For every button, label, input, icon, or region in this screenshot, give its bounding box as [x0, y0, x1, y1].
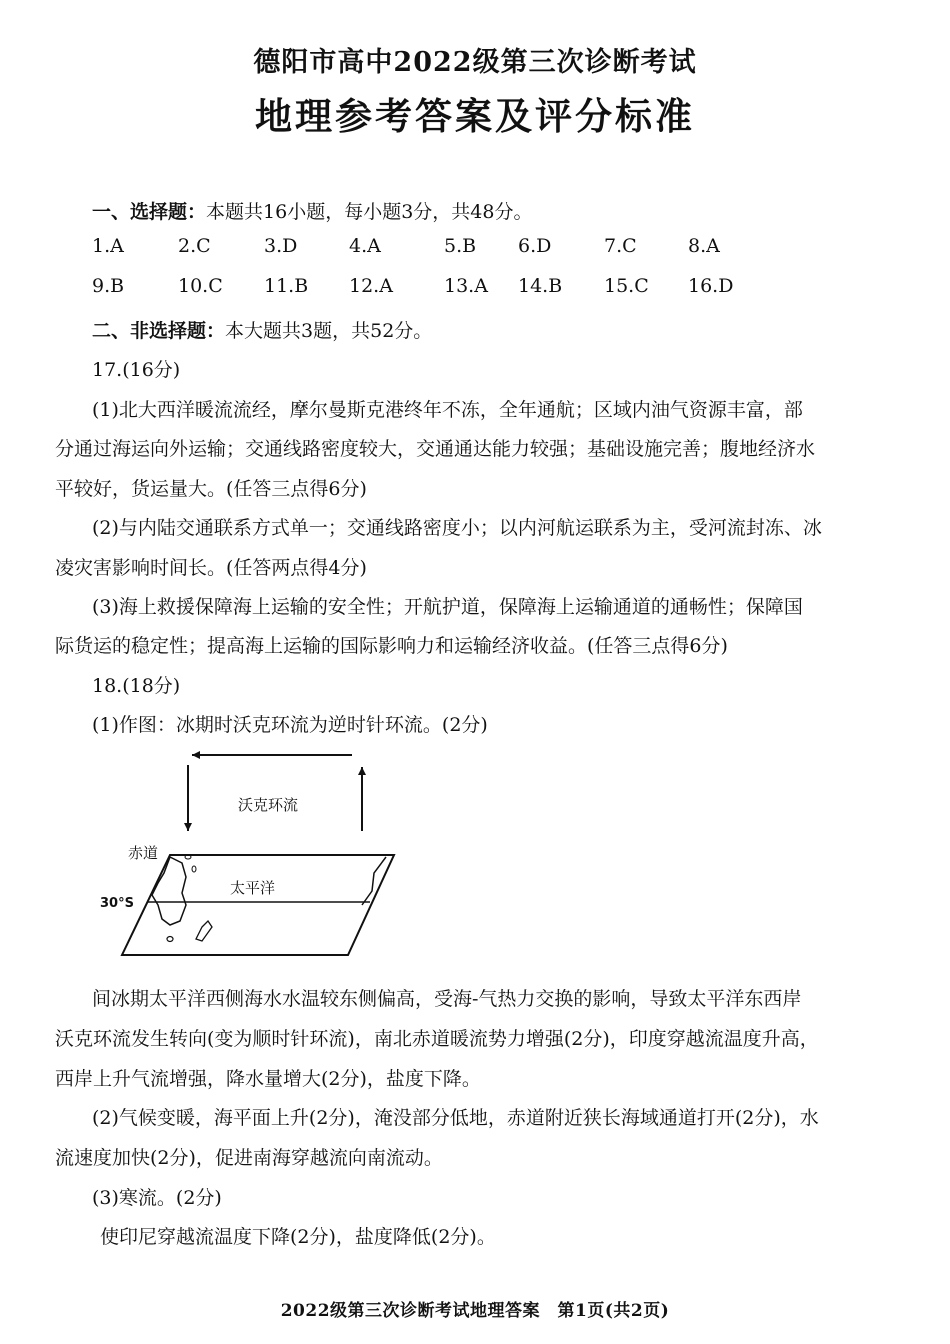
q17-p1-line2: 分通过海运向外运输；交通线路密度较大，交通通达能力较强；基础设施完善；腹地经济水 [55, 438, 816, 460]
q17-p3-line2: 际货运的稳定性；提高海上运输的国际影响力和运输经济收益。(任答三点得6分) [55, 635, 728, 657]
answer-9: 9.B [92, 275, 125, 297]
pacific-parallelogram [122, 855, 394, 955]
exam-title: 德阳市高中2022级第三次诊断考试 [253, 47, 697, 78]
answer-14: 14.B [518, 275, 563, 297]
page-footer: 2022级第三次诊断考试地理答案 第1页(共2页) [280, 1301, 670, 1321]
section1-desc: 本题共16小题，每小题3分，共48分。 [206, 201, 533, 223]
q18-exp-line2: 沃克环流发生转向(变为顺时针环流)，南北赤道暖流势力增强(2分)，印度穿越流温度升高， [55, 1028, 819, 1050]
pacific-label: 太平洋 [230, 879, 276, 897]
section1-heading: 一、选择题： [92, 201, 207, 223]
equator-label: 赤道 [128, 844, 159, 862]
q18-p1: (1)作图：冰期时沃克环流为逆时针环流。(2分) [92, 714, 488, 736]
q17-p2-line1: (2)与内陆交通联系方式单一；交通线路密度小；以内河航运联系为主，受河流封冻、冰 [92, 517, 822, 539]
answer-11: 11.B [264, 275, 309, 297]
section2-heading: 二、非选择题： [92, 320, 226, 342]
answer-2: 2.C [178, 235, 211, 257]
section1-header [92, 197, 942, 224]
answer-1: 1.A [92, 235, 124, 257]
q18-p3-line2: 使印尼穿越流温度下降(2分)，盐度降低(2分)。 [100, 1226, 496, 1248]
answer-8: 8.A [688, 235, 720, 257]
q17-p3-line1: (3)海上救援保障海上运输的安全性；开航护道，保障海上运输通道的通畅性；保障国 [92, 596, 803, 618]
island-small-3 [192, 866, 196, 872]
section2-header [92, 316, 942, 343]
q17-title: 17.(16分) [92, 359, 181, 381]
answer-4: 4.A [349, 235, 381, 257]
q18-p3: (3)寒流。(2分) [92, 1187, 222, 1209]
answer-5: 5.B [444, 235, 477, 257]
answer-16: 16.D [688, 275, 734, 297]
q17-p1-line3: 平较好，货运量大。(任答三点得6分) [55, 478, 367, 500]
new-zealand-landmass [196, 921, 212, 941]
q17-p1-line1: (1)北大西洋暖流流经，摩尔曼斯克港终年不冻，全年通航；区域内油气资源丰富，部 [92, 399, 803, 421]
island-small [167, 937, 173, 942]
q18-exp-line3: 西岸上升气流增强，降水量增大(2分)，盐度下降。 [55, 1068, 481, 1090]
answer-15: 15.C [604, 275, 649, 297]
q17-p2-line2: 凌灾害影响时间长。(任答两点得4分) [55, 557, 367, 579]
answer-7: 7.C [604, 235, 637, 257]
walker-label: 沃克环流 [238, 796, 299, 814]
australia-landmass [152, 857, 186, 925]
walker-circulation-diagram [90, 745, 410, 965]
answer-12: 12.A [349, 275, 393, 297]
q18-exp-line1: 间冰期太平洋西侧海水水温较东侧偏高，受海-气热力交换的影响，导致太平洋东西岸 [92, 988, 802, 1010]
answer-13: 13.A [444, 275, 488, 297]
answer-3: 3.D [264, 235, 298, 257]
answer-6: 6.D [518, 235, 552, 257]
q18-p2-line2: 流速度加快(2分)，促进南海穿越流向南流动。 [55, 1147, 443, 1169]
section2-desc: 本大题共3题，共52分。 [225, 320, 433, 342]
lat-30s-label: 30°S [100, 896, 134, 911]
answer-10: 10.C [178, 275, 223, 297]
q18-p2-line1: (2)气候变暖，海平面上升(2分)，淹没部分低地，赤道附近狭长海域通道打开(2分)，水 [92, 1107, 819, 1129]
q18-title: 18.(18分) [92, 675, 181, 697]
answer-key-title: 地理参考答案及评分标准 [255, 95, 695, 138]
